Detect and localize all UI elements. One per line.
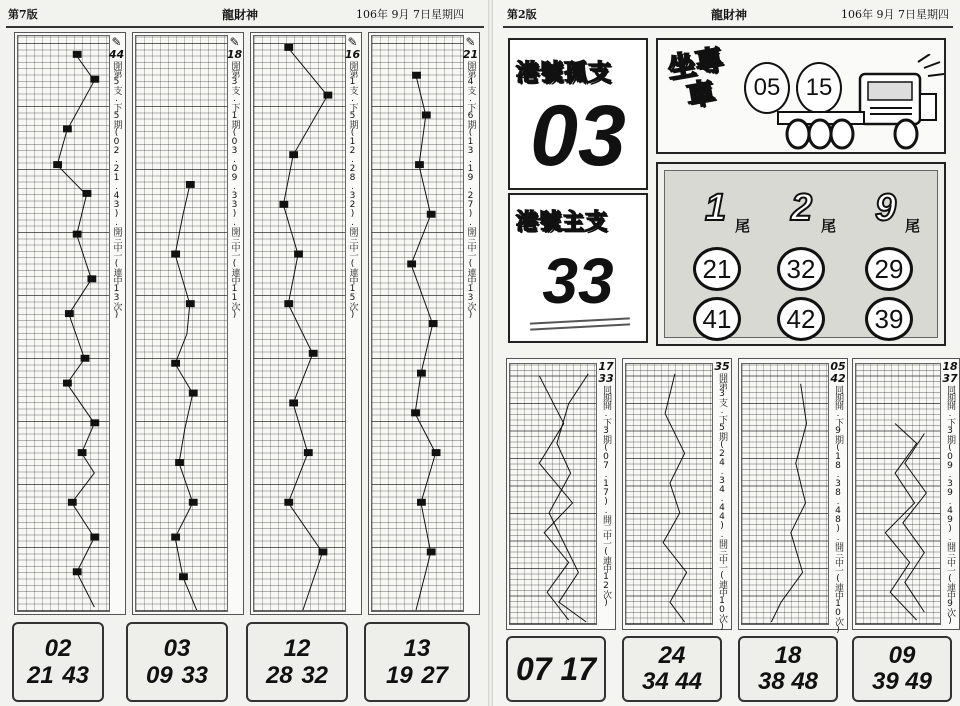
column-side-notes	[227, 35, 242, 319]
anchor-number: 42	[830, 372, 846, 385]
trend-line	[626, 364, 712, 624]
result-line: 07 17	[515, 651, 597, 687]
anchor-number: 17	[598, 360, 614, 373]
result-line: 19 27	[385, 662, 449, 689]
truck-icon	[768, 54, 946, 154]
chart-column	[852, 358, 960, 630]
result-line: 03	[163, 635, 191, 662]
column-description: 開第3支.下5期(24.34.44).開三中一(連中10次)	[717, 373, 727, 631]
result-line: 39 49	[871, 668, 933, 695]
result-box	[364, 622, 470, 702]
tail-number: 29	[865, 247, 913, 291]
result-box	[506, 636, 606, 702]
number-grid	[371, 35, 464, 612]
tail-unit: 尾	[735, 217, 751, 235]
tail-digit: 9	[875, 187, 897, 229]
result-line: 24	[658, 642, 686, 669]
header-rule	[6, 26, 484, 28]
result-line: 12	[283, 635, 311, 662]
chart-column	[14, 32, 126, 615]
chart-column	[622, 358, 732, 630]
masthead: 龍財神	[222, 8, 259, 22]
column-side-notes	[109, 35, 124, 319]
result-line: 09	[888, 642, 916, 669]
number-grid	[17, 35, 110, 612]
trend-line	[856, 364, 940, 624]
anchor-number: 37	[942, 372, 958, 385]
result-line: 13	[403, 635, 431, 662]
number-grid	[741, 363, 829, 625]
column-description: 同期開.下3期(07.17).開二中一(連中12次)	[601, 385, 611, 607]
result-line: 28 32	[265, 662, 329, 689]
chart-column	[368, 32, 480, 615]
anchor-number: 35	[714, 360, 730, 373]
column-description: 同期開.下3期(09.39.49).開三中一(連中9次)	[945, 385, 955, 625]
tail-digits-inner	[664, 170, 938, 338]
tail-number: 32	[777, 247, 825, 291]
anchor-number: 21	[462, 48, 479, 61]
chart-column	[250, 32, 362, 615]
trend-line	[372, 36, 463, 611]
tail-unit: 尾	[821, 217, 837, 235]
result-line: 02	[44, 635, 72, 662]
anchor-number: 44	[108, 48, 125, 61]
trend-line	[254, 36, 345, 611]
result-line: 34 44	[641, 668, 703, 695]
masthead: 龍財神	[711, 8, 748, 22]
result-line: 09 33	[145, 662, 209, 689]
number-grid	[509, 363, 597, 625]
result-box	[852, 636, 952, 702]
featured-number: 03	[530, 88, 626, 184]
anchor-number: 16	[344, 48, 361, 61]
edition-label: 第7版	[8, 8, 38, 21]
lone-number-panel	[508, 38, 648, 190]
column-side-notes	[713, 361, 731, 631]
column-description: 同期開.下9期(18.38.48).開三中一(連中10次)	[833, 385, 843, 634]
result-line: 38 48	[757, 668, 819, 695]
number-grid	[253, 35, 346, 612]
column-side-notes	[463, 35, 478, 319]
trend-line	[510, 364, 596, 624]
express-number: 05	[744, 62, 790, 114]
chart-column	[132, 32, 244, 615]
column-description: 開第5支.下5期(02.21.43).開三中一(連中13次)	[111, 61, 122, 319]
result-box	[622, 636, 722, 702]
result-line: 21 43	[26, 662, 90, 689]
anchor-number: 05	[830, 360, 846, 373]
dragon-icon: ✎	[229, 35, 240, 49]
express-panel	[656, 38, 946, 154]
header-rule	[503, 26, 953, 28]
column-description: 開第1支.下5期(12.28.32).開三中一(連中15次)	[347, 61, 358, 319]
tail-number: 41	[693, 297, 741, 341]
number-grid	[625, 363, 713, 625]
anchor-number: 18	[942, 360, 958, 373]
number-grid	[855, 363, 941, 625]
column-side-notes	[597, 361, 615, 607]
featured-number: 33	[542, 245, 614, 317]
panel-title: 港號孤支	[516, 60, 612, 86]
trend-line	[18, 36, 109, 611]
trend-line	[742, 364, 828, 624]
edition-label: 第2版	[507, 8, 537, 21]
chart-column	[506, 358, 616, 630]
tail-digit: 2	[791, 187, 813, 229]
tail-group	[865, 185, 935, 237]
tail-number: 21	[693, 247, 741, 291]
dragon-icon: ✎	[111, 35, 122, 49]
tail-unit: 尾	[905, 217, 921, 235]
column-side-notes	[345, 35, 360, 319]
issue-date: 106年 9月 7日星期四	[841, 8, 949, 21]
column-side-notes	[829, 361, 847, 634]
result-line: 18	[774, 642, 802, 669]
trend-line	[136, 36, 227, 611]
panel-title: 坐專車	[664, 42, 726, 113]
tail-number: 42	[777, 297, 825, 341]
anchor-number: 18	[226, 48, 243, 61]
panel-title: 港號主支	[516, 210, 609, 235]
issue-date: 106年 9月 7日星期四	[356, 8, 464, 21]
number-grid	[135, 35, 228, 612]
tail-digits-panel	[656, 162, 946, 346]
express-number: 15	[796, 62, 842, 114]
tail-digit: 1	[705, 187, 727, 229]
column-description: 開第3支.下1期(03.09.33).開三中一(連中11次)	[229, 61, 240, 319]
dragon-icon: ✎	[465, 35, 476, 49]
anchor-number: 33	[598, 372, 614, 385]
dragon-icon: ✎	[347, 35, 358, 49]
result-box	[126, 622, 228, 702]
chart-column	[738, 358, 848, 634]
result-box	[12, 622, 104, 702]
column-description: 開第4支.下6期(13.19.27).開三中一(連中13次)	[465, 61, 476, 319]
column-side-notes	[941, 361, 959, 625]
tail-group	[695, 185, 765, 237]
tail-group	[781, 185, 851, 237]
result-box	[738, 636, 838, 702]
result-box	[246, 622, 348, 702]
tail-number: 39	[865, 297, 913, 341]
